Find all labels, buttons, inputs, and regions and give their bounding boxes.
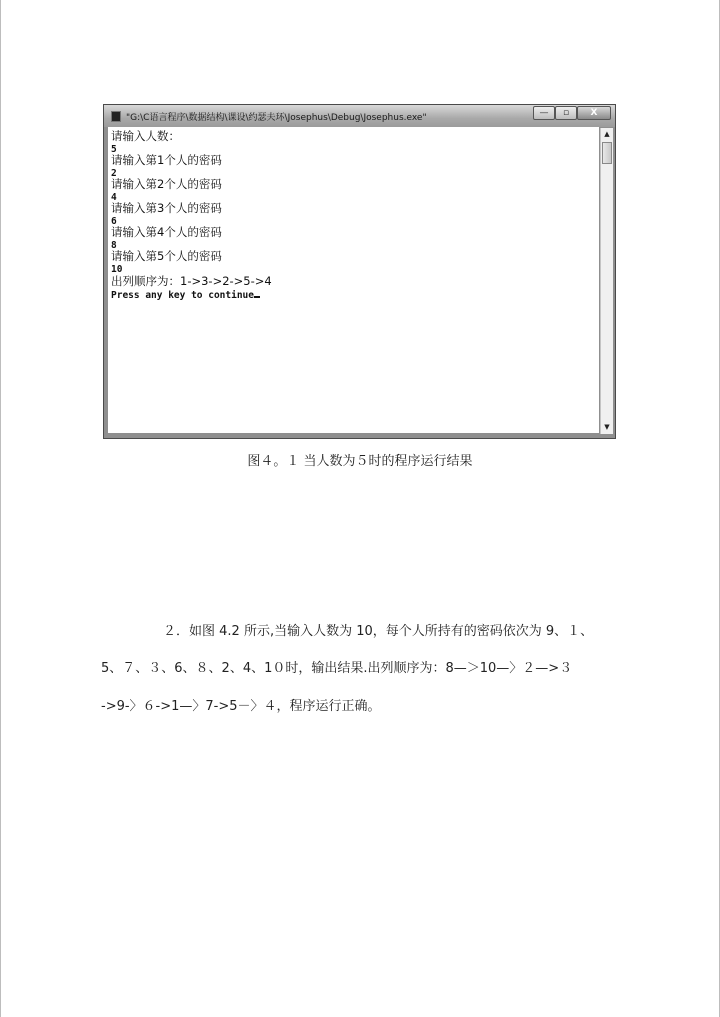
scroll-up-arrow-icon[interactable]: ▲ <box>604 130 610 138</box>
console-line: 2 <box>111 168 117 179</box>
scroll-down-arrow-icon[interactable]: ▼ <box>604 423 610 431</box>
console-line: 请输入第3个人的密码 <box>111 201 222 215</box>
minimize-button[interactable]: — <box>533 106 555 120</box>
page-edge-left <box>0 0 1 1017</box>
console-line: 4 <box>111 192 117 203</box>
paragraph-line: ２．如图 4.2 所示,当输入人数为 10，每个人所持有的密码依次为 9、１、 <box>163 624 594 639</box>
paragraph-line: ->9-〉６->1—〉7->5－〉４，程序运行正确。 <box>101 699 381 714</box>
console-line: 请输入第1个人的密码 <box>111 153 222 167</box>
console-line: 出列顺序为：1->3->2->5->4 <box>111 274 272 288</box>
console-line: 10 <box>111 264 123 275</box>
console-output <box>108 127 599 433</box>
console-titlebar <box>104 105 615 127</box>
console-line: 8 <box>111 240 117 251</box>
console-app-icon <box>111 111 121 122</box>
console-line: 6 <box>111 216 117 227</box>
console-line: Press any key to continue <box>111 290 254 301</box>
console-line: 请输入人数： <box>111 129 180 143</box>
figure-caption: 图４。１ 当人数为５时的程序运行结果 <box>247 454 473 469</box>
console-prompt-line <box>111 290 260 301</box>
console-line: 请输入第5个人的密码 <box>111 249 222 263</box>
console-window-screenshot <box>103 104 616 439</box>
close-button[interactable]: X <box>577 106 611 120</box>
maximize-button[interactable]: ▫ <box>555 106 577 120</box>
text-cursor <box>254 296 260 298</box>
console-line: 请输入第2个人的密码 <box>111 177 222 191</box>
paragraph-line: 5、７、３、6、８、2、4、1０时，输出结果.出列顺序为：8—＞10—〉２—>３ <box>101 661 573 676</box>
console-line: 请输入第4个人的密码 <box>111 225 222 239</box>
console-line: 5 <box>111 144 117 155</box>
console-title: "G:\C语言程序\数据结构\课设\约瑟夫环\Josephus\Debug\Josephus.exe" <box>126 113 427 123</box>
scroll-thumb[interactable] <box>602 142 612 164</box>
console-scrollbar[interactable] <box>600 128 613 434</box>
